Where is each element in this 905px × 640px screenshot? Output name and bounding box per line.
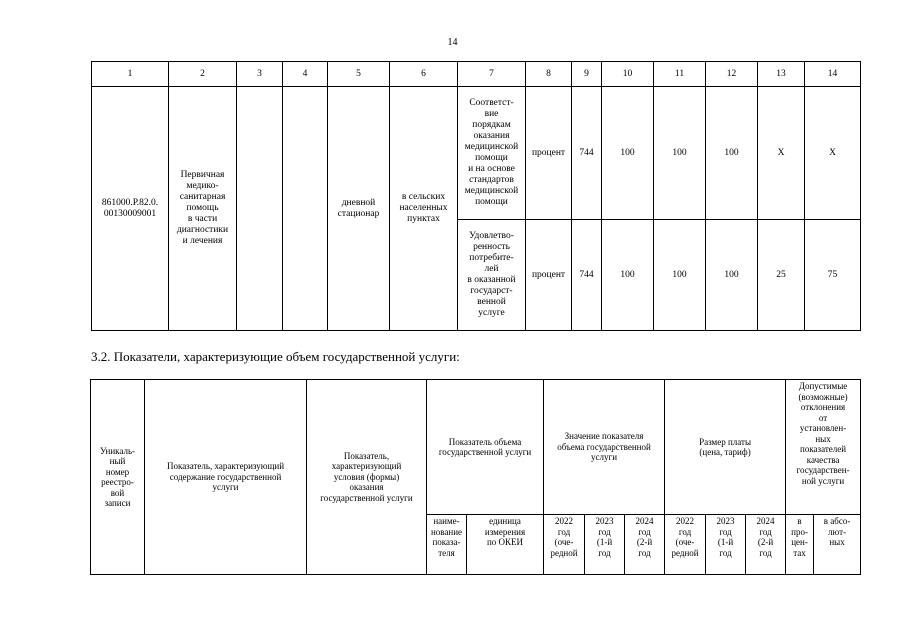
header-allowed-deviation: Допустимые (возможные) отклонения от установлен- ных показателей качества государствен- ной услуги (786, 380, 861, 515)
column-number: 9 (572, 62, 602, 87)
column-number: 1 (92, 62, 169, 87)
subheader-deviation-percent: в про- цен- тах (786, 515, 814, 575)
subheader-fee-2023: 2023 год (1-й год (706, 515, 746, 575)
indicator-name-cell: Соответст- вие порядкам оказания медицинской помощи и на основе стандартов медицинской помощи (458, 87, 526, 220)
deviation-percent-cell: Х (758, 87, 805, 220)
value-2023-cell: 100 (654, 220, 706, 331)
unit-cell: процент (526, 87, 572, 220)
header-service-conditions: Показатель, характеризующий условия (формы) оказания государственной услуги (307, 380, 427, 575)
column-number: 6 (390, 62, 458, 87)
value-2023-cell: 100 (654, 87, 706, 220)
page-number: 14 (447, 37, 458, 48)
subheader-fee-2022: 2022 год (оче- редной (665, 515, 706, 575)
value-2022-cell: 100 (602, 220, 654, 331)
column-number: 8 (526, 62, 572, 87)
subheader-value-2023: 2023 год (1-й год (585, 515, 625, 575)
empty-cell (283, 87, 328, 331)
value-2024-cell: 100 (706, 87, 758, 220)
record-number-cell: 861000.Р.82.0. 00130009001 (92, 87, 169, 331)
header-service-content: Показатель, характеризующий содержание государственной услуги (145, 380, 307, 575)
column-number: 5 (328, 62, 390, 87)
quality-indicators-table (91, 61, 861, 331)
subheader-indicator-name: наиме- нование показа- теля (427, 515, 467, 575)
header-record-number: Уникаль- ный номер реестро- вой записи (91, 380, 145, 575)
column-number: 11 (654, 62, 706, 87)
header-volume-indicator: Показатель объема государственной услуги (427, 380, 544, 515)
column-number: 10 (602, 62, 654, 87)
column-number-row (92, 62, 861, 87)
column-number: 7 (458, 62, 526, 87)
value-2024-cell: 100 (706, 220, 758, 331)
subheader-deviation-absolute: в абсо- лют- ных (814, 515, 861, 575)
okei-cell: 744 (572, 87, 602, 220)
column-number: 14 (805, 62, 861, 87)
column-number: 4 (283, 62, 328, 87)
deviation-percent-cell: 25 (758, 220, 805, 331)
empty-cell (237, 87, 283, 331)
column-number: 3 (237, 62, 283, 87)
table-row (92, 87, 861, 220)
service-content-cell: Первичная медико- санитарная помощь в части диагностики и лечения (169, 87, 237, 331)
subheader-fee-2024: 2024 год (2-й год (746, 515, 786, 575)
indicator-name-cell: Удовлетво- ренность потребите- лей в оказанной государст- венной услуге (458, 220, 526, 331)
header-indicator-value: Значение показателя объема государственной услуги (544, 380, 665, 515)
column-number: 12 (706, 62, 758, 87)
condition-form-cell: дневной стационар (328, 87, 390, 331)
unit-cell: процент (526, 220, 572, 331)
subheader-okei-unit: единица измерения по ОКЕИ (467, 515, 544, 575)
header-fee-amount: Размер платы (цена, тариф) (665, 380, 786, 515)
deviation-absolute-cell: Х (805, 87, 861, 220)
section-heading: 3.2. Показатели, характеризующие объем государственной услуги: (91, 349, 460, 364)
subheader-value-2024: 2024 год (2-й год (625, 515, 665, 575)
okei-cell: 744 (572, 220, 602, 331)
volume-indicators-table (90, 379, 861, 575)
column-number: 2 (169, 62, 237, 87)
value-2022-cell: 100 (602, 87, 654, 220)
deviation-absolute-cell: 75 (805, 220, 861, 331)
column-number: 13 (758, 62, 805, 87)
condition-place-cell: в сельских населенных пунктах (390, 87, 458, 331)
subheader-value-2022: 2022 год (оче- редной (544, 515, 585, 575)
table-header-row (91, 380, 861, 515)
